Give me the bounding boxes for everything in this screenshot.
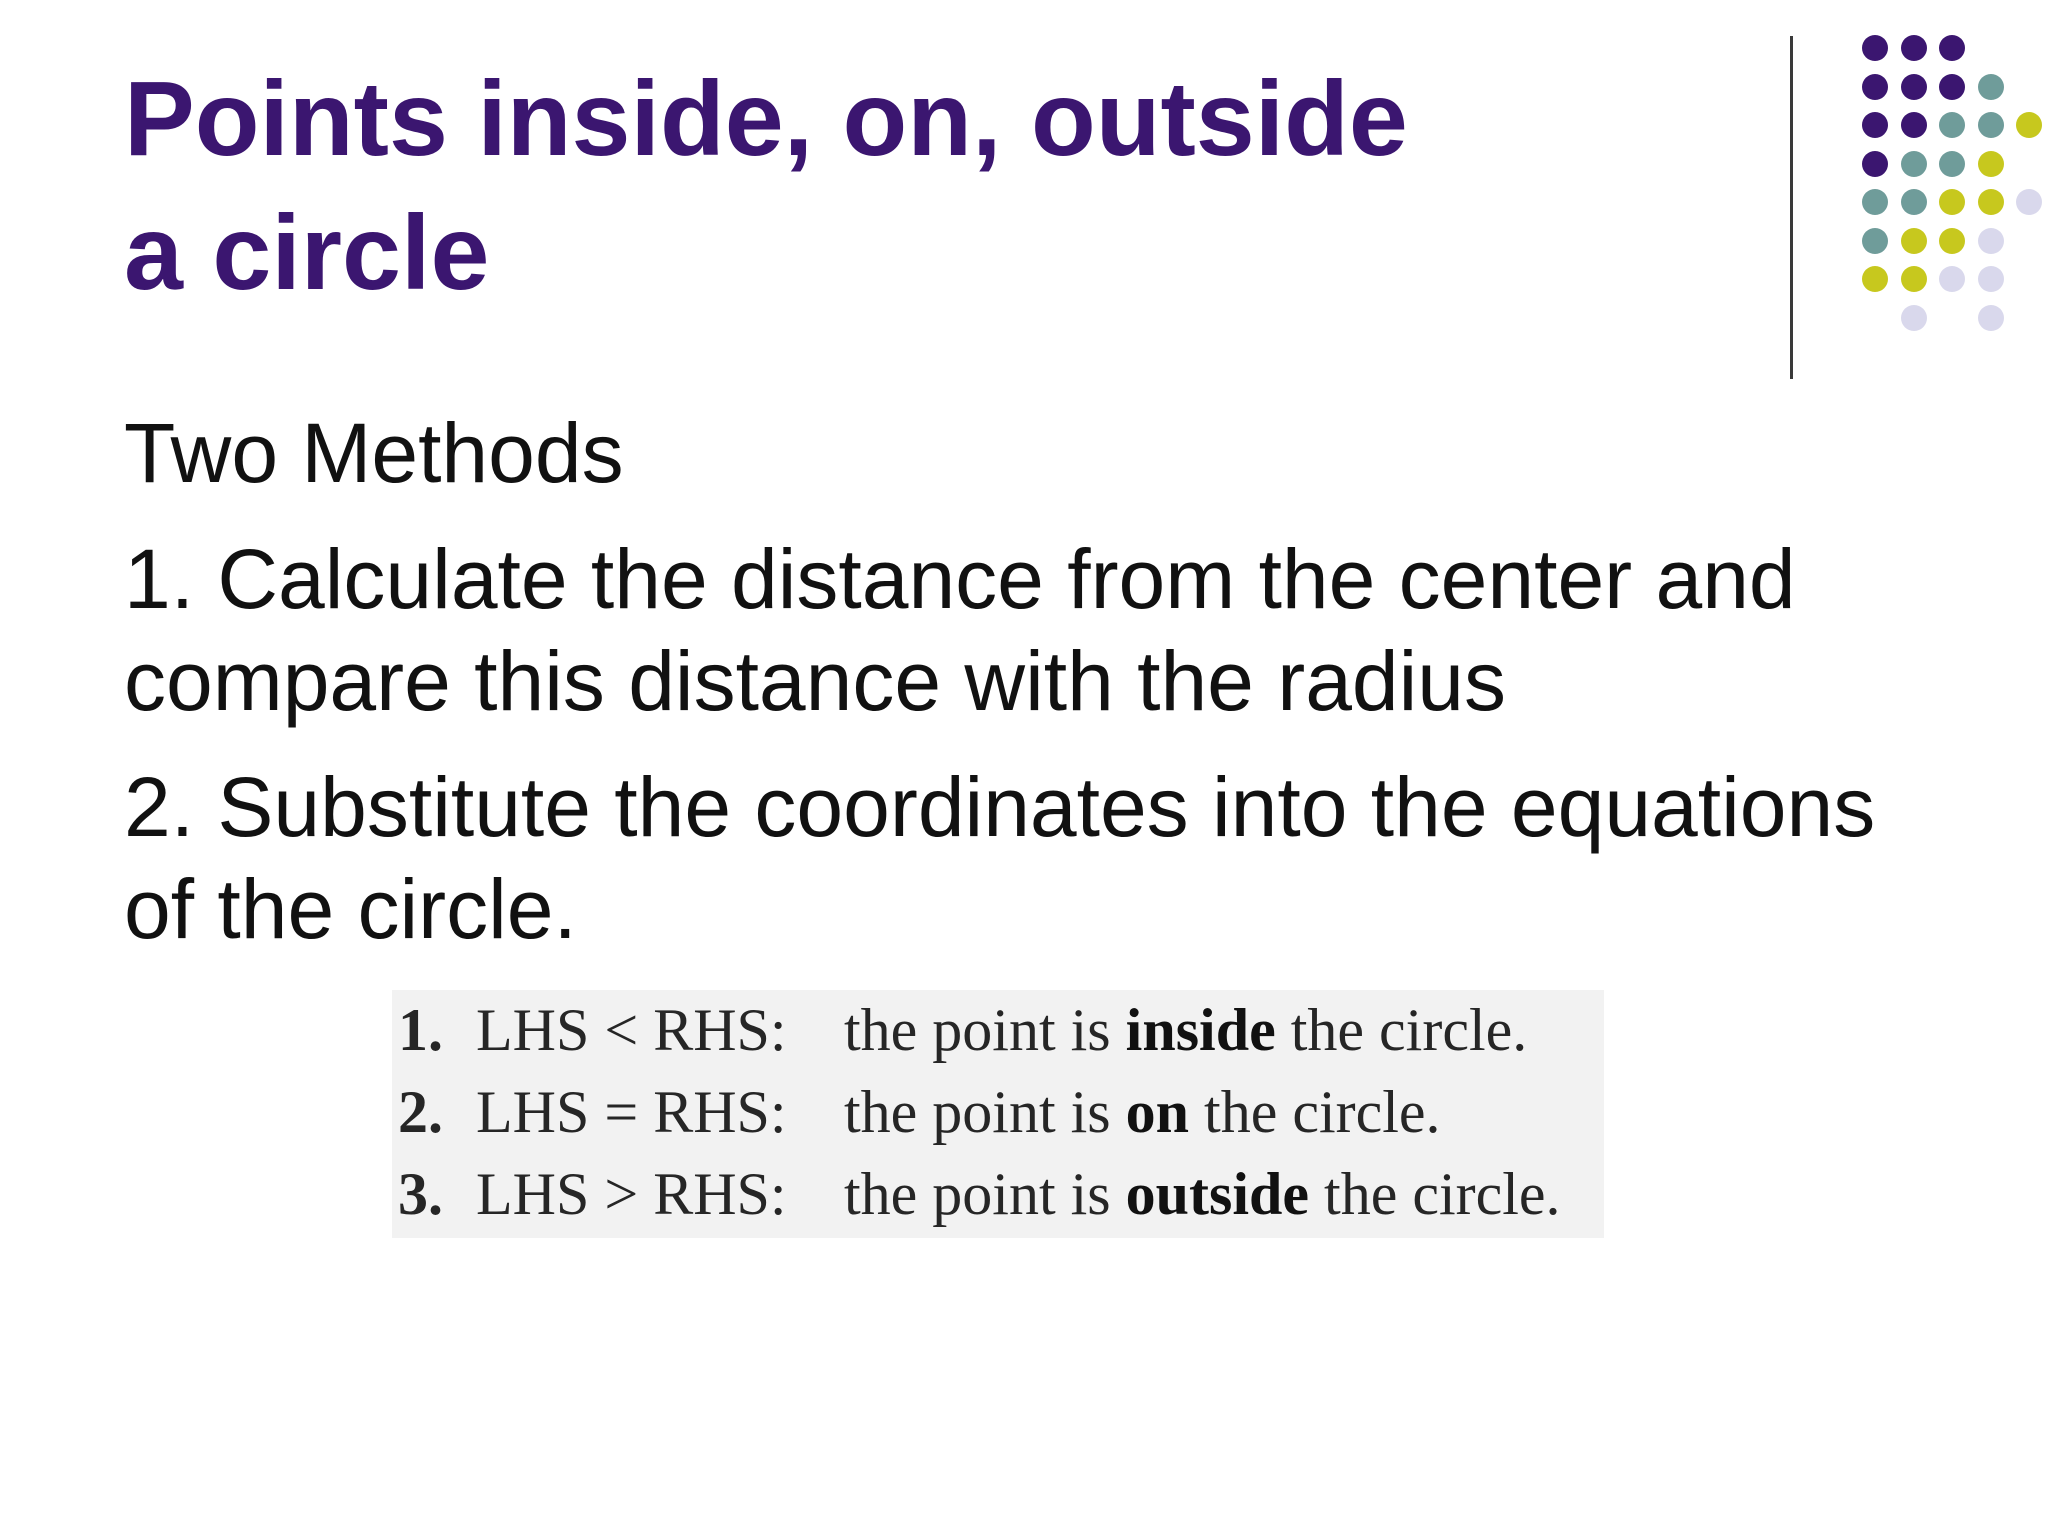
condition-result bbox=[844, 996, 1527, 1065]
result-emphasis: inside bbox=[1125, 997, 1276, 1063]
decorative-dot bbox=[1939, 151, 1965, 177]
condition-number: 3. bbox=[398, 1161, 443, 1227]
result-suffix: the circle. bbox=[1189, 1079, 1441, 1145]
condition-row-2 bbox=[392, 1078, 1604, 1158]
decorative-dot bbox=[1901, 35, 1927, 61]
slide-title-line-2: a circle bbox=[124, 194, 490, 312]
method-item-1 bbox=[124, 528, 2004, 732]
condition-number: 1. bbox=[398, 997, 443, 1063]
decorative-dot bbox=[1862, 112, 1888, 138]
decorative-dot bbox=[1901, 74, 1927, 100]
decorative-dot bbox=[1978, 74, 2004, 100]
decorative-dot bbox=[1978, 112, 2004, 138]
method-2-line-1: 2. Substitute the coordinates into the equations bbox=[124, 760, 1876, 854]
methods-heading: Two Methods bbox=[124, 406, 624, 500]
decorative-dot bbox=[1901, 112, 1927, 138]
method-item-2 bbox=[124, 756, 2004, 960]
decorative-dot bbox=[1862, 266, 1888, 292]
decorative-dot bbox=[1939, 74, 1965, 100]
condition-result bbox=[844, 1160, 1561, 1229]
result-prefix: the point is bbox=[844, 997, 1126, 1063]
decorative-dot bbox=[1939, 266, 1965, 292]
condition-number: 2. bbox=[398, 1079, 443, 1145]
result-emphasis: on bbox=[1125, 1079, 1190, 1145]
decorative-dot bbox=[1901, 189, 1927, 215]
decorative-dot bbox=[1978, 151, 2004, 177]
condition-expression: LHS = RHS: bbox=[476, 1079, 787, 1145]
decorative-dot bbox=[1901, 151, 1927, 177]
decorative-dot bbox=[2016, 189, 2042, 215]
decorative-dot bbox=[1978, 189, 2004, 215]
method-2-line-2: of the circle. bbox=[124, 862, 577, 956]
method-1-line-2: compare this distance with the radius bbox=[124, 634, 1507, 728]
result-prefix: the point is bbox=[844, 1161, 1126, 1227]
decorative-dot bbox=[1939, 228, 1965, 254]
decorative-dot bbox=[1862, 35, 1888, 61]
result-suffix: the circle. bbox=[1275, 997, 1528, 1063]
decorative-dot bbox=[1862, 74, 1888, 100]
result-prefix: the point is bbox=[844, 1079, 1126, 1145]
slide-title bbox=[124, 52, 1724, 320]
decorative-dot bbox=[2016, 112, 2042, 138]
decorative-dot bbox=[1939, 35, 1965, 61]
condition-row-3 bbox=[392, 1160, 1604, 1240]
slide-title-line-1: Points inside, on, outside bbox=[124, 60, 1408, 178]
decorative-dot bbox=[1939, 112, 1965, 138]
condition-expression: LHS < RHS: bbox=[476, 997, 787, 1063]
decorative-dot bbox=[1939, 189, 1965, 215]
condition-row-1 bbox=[392, 996, 1604, 1076]
decorative-dot bbox=[1862, 189, 1888, 215]
slide-body bbox=[124, 402, 2004, 984]
conditions-image bbox=[392, 990, 1604, 1238]
decorative-dot bbox=[1862, 151, 1888, 177]
decorative-dot bbox=[1901, 228, 1927, 254]
result-emphasis: outside bbox=[1125, 1161, 1310, 1227]
method-1-line-1: 1. Calculate the distance from the center and bbox=[124, 532, 1796, 626]
decorative-dot bbox=[1978, 305, 2004, 331]
condition-expression: LHS > RHS: bbox=[476, 1161, 787, 1227]
decorative-dot bbox=[1901, 266, 1927, 292]
decorative-dot bbox=[1901, 305, 1927, 331]
condition-result bbox=[844, 1078, 1441, 1147]
decorative-dot bbox=[1978, 266, 2004, 292]
title-divider bbox=[1790, 36, 1793, 379]
decorative-dot bbox=[1862, 228, 1888, 254]
result-suffix: the circle. bbox=[1309, 1161, 1561, 1227]
decorative-dot bbox=[1978, 228, 2004, 254]
